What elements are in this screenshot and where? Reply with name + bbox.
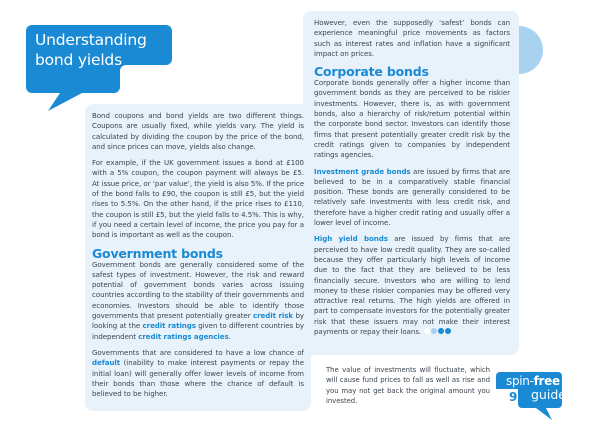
left-column — [92, 111, 304, 405]
title-line-1: Understanding — [35, 31, 147, 49]
title-line-2: bond yields — [35, 51, 122, 69]
investment-grade-paragraph — [314, 167, 510, 229]
text-span: are issued by firms that are believed to be in a comparatively stable financial position. These bonds are generally considered to be relatively safe investments with less credit risk, and therefore have a higher credit rating and usually offer a lower level of income. — [314, 166, 510, 228]
text-span: (inability to make interest payments or repay the initial loan) will generally offer lower levels of income from their bonds than those where the chance of default is believed to be higher. — [92, 358, 304, 399]
corporate-bonds-paragraph: Corporate bonds generally offer a higher income than government bonds as they are perceived to be riskier investments. However, there is, as with government bonds, also a hierarchy of risk/return potential within the corporate bond sector. Investors can identify those firms that present potentially greater credit risk by the credit ratings given to companies by independent ratings agencies. — [314, 78, 510, 160]
text-span: are issued by firms that are perceived to have low credit quality. They are so-called because they offer particularly high levels of income due to the fact that they are believed to be less financially secure. Investors who are willing to lend money to these riskier companies may be offered very attractive real returns. The high yields are offered in part to compensate investors for the potentially greater risk that these issuers may not make their interest payments or repay their loans. — [314, 234, 510, 337]
credit-ratings-agencies-link[interactable]: credit ratings agencies — [138, 331, 229, 341]
dot — [431, 328, 437, 334]
logo-wordmark — [506, 374, 560, 388]
investment-grade-bonds-link[interactable]: Investment grade bonds — [314, 166, 411, 176]
corporate-bonds-heading: Corporate bonds — [314, 64, 429, 80]
credit-ratings-link[interactable]: credit ratings — [142, 321, 196, 331]
disclaimer-text: The value of investments will fluctuate, which will cause fund prices to fall as well as rise and you may not get back the original amount you invested. — [326, 366, 490, 405]
default-link[interactable]: default — [92, 358, 121, 368]
dot — [424, 328, 430, 334]
logo-spin-text: spin- — [506, 374, 534, 388]
default-paragraph — [92, 348, 304, 399]
right-column — [314, 18, 510, 343]
example-paragraph: For example, if the UK government issues a bond at £100 with a 5% coupon, the coupon payment will always be £5. At issue price, or ‘par value’, the yield is also 5%. If the price of the bond falls to £90, the coupon is still £5, but the yield rises to 5.5%. On the other hand, if the price rises to £110, the coupon is still £5, but the yield falls to 4.5%. This is why, if you need a certain level of income, the price you pay for a bond is important as well as the coupon. — [92, 158, 304, 240]
logo-guide-text: guide — [531, 387, 566, 402]
decorative-half-circle — [519, 26, 543, 74]
logo-free-text: free — [533, 374, 560, 388]
text-span: . — [228, 331, 231, 341]
government-bonds-paragraph — [92, 260, 304, 342]
high-yield-bonds-link[interactable]: High yield bonds — [314, 234, 388, 244]
page-title — [35, 30, 175, 70]
government-bonds-heading: Government bonds — [92, 245, 223, 261]
end-of-section-dots — [424, 327, 452, 337]
dot — [438, 328, 444, 334]
dot — [445, 328, 451, 334]
text-span: Governments that are considered to have a low chance of — [92, 347, 304, 357]
credit-risk-link[interactable]: credit risk — [252, 311, 294, 321]
text-span: by looking at the — [92, 311, 304, 331]
safest-bonds-paragraph: However, even the supposedly ‘safest’ bonds can experience meaningful price movements as factors such as interest rates and inflation have a significant impact on prices. — [314, 18, 510, 58]
text-span: Government bonds are generally considered some of the safest types of investment. However, the risk and reward potential of government bonds varies across issuing countries according to the stability of their governments and economies. Investors should be able to identify those governments that present potentially greater — [92, 259, 304, 321]
page-number: 9 — [509, 390, 518, 404]
intro-paragraph: Bond coupons and bond yields are two different things. Coupons are usually fixed, while yields vary. The yield is calculated by dividing the coupon by the price of the bond, and since prices can move, yields also change. — [92, 111, 304, 151]
text-span: given to different countries by independent — [92, 321, 304, 341]
high-yield-paragraph — [314, 234, 510, 337]
